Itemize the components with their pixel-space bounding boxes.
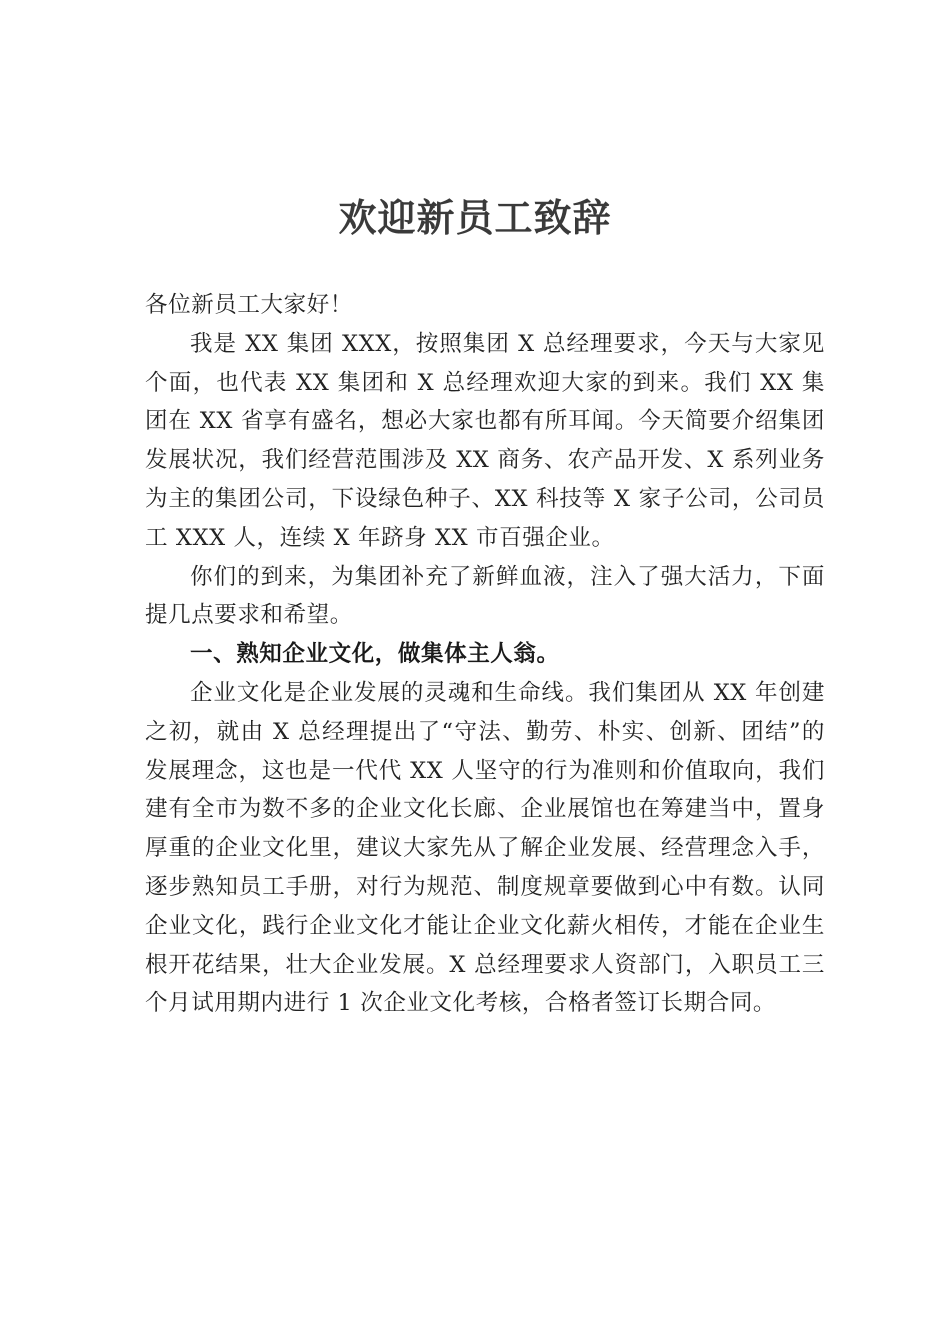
intro-paragraph: 我是 XX 集团 XXX，按照集团 X 总经理要求，今天与大家见个面，也代表 XX 集团和 X 总经理欢迎大家的到来。我们 XX 集团在 XX 省享有盛名，想必大家也都有所耳闻。今天简要介绍集团发展状况，我们经营范围涉及 XX 商务、农产品开发、X 系列业务为主的集团公司，下设绿色种子、XX 科技等 X 家子公司，公司员工 XXX 人，连续 X 年跻身 XX 市百强企业。 bbox=[145, 330, 825, 551]
section-heading: 一、熟知企业文化，做集体主人翁。 bbox=[190, 641, 560, 668]
welcome-paragraph: 你们的到来，为集团补充了新鲜血液，注入了强大活力，下面提几点要求和希望。 bbox=[145, 563, 825, 629]
greeting-line: 各位新员工大家好！ bbox=[145, 292, 353, 318]
culture-paragraph: 企业文化是企业发展的灵魂和生命线。我们集团从 XX 年创建之初，就由 X 总经理提出了“守法、勤劳、朴实、创新、团结”的发展理念，这也是一代代 XX 人坚守的行为准则和价值取向，我们建有全市为数不多的企业文化长廊、企业展馆也在筹建当中，置身厚重的企业文化里，建议大家先从了解企业发展、经营理念入手，逐步熟知员工手册，对行为规范、制度规章要做到心中有数。认同企业文化，践行企业文化才能让企业文化薪火相传，才能在企业生根开花结果，壮大企业发展。X 总经理要求人资部门，入职员工三个月试用期内进行 1 次企业文化考核，合格者签订长期合同。 bbox=[145, 679, 825, 1017]
document-title: 欢迎新员工致辞 bbox=[338, 195, 612, 240]
document-body bbox=[145, 286, 825, 1023]
